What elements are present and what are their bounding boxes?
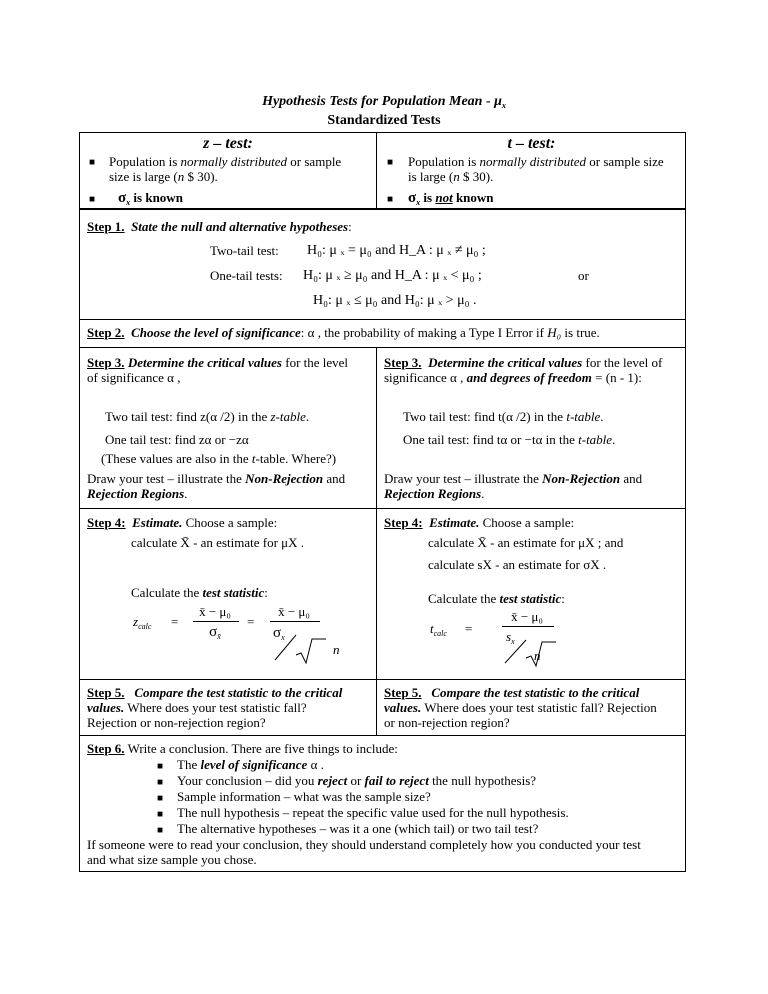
step3-z-also: (These values are also in the t-table. Where?) xyxy=(101,451,337,466)
step4-t-heading: Step 4: Estimate. Choose a sample: xyxy=(384,515,575,530)
equals-sign: = xyxy=(171,614,179,629)
t-calc-symbol: $t_{calc}$ xyxy=(430,621,447,638)
list-item: Sample information – what was the sample size? xyxy=(177,789,431,804)
fraction-bar xyxy=(193,621,239,622)
sqrt-n-icon xyxy=(500,630,556,666)
step3-z-one-tail: One tail test: find zα or −zα xyxy=(105,432,249,447)
fraction-bar xyxy=(502,626,554,627)
equals-sign: = xyxy=(247,614,255,629)
t-test-heading: t – test: xyxy=(507,135,556,152)
step5-z: Step 5. Compare the test statistic to the critical values. Where does your test statistic fall? Rejection or non-rejection region? xyxy=(87,685,343,730)
step5-t: Step 5. Compare the test statistic to the critical values. Where does your test statistic fall? Rejection or non-rejection region? xyxy=(384,685,657,730)
step3-z-draw: Draw your test – illustrate the Non-Rejection and Rejection Regions. xyxy=(87,471,346,501)
z-test-heading: z – test: xyxy=(203,135,253,152)
z-fraction-1-denominator: $\sigma_{x̄}$ xyxy=(209,624,221,641)
step3-t-heading: Step 3. Determine the critical values for the level of significance α , and degrees of freedom = (n - 1): xyxy=(384,355,663,385)
bullet-icon: ■ xyxy=(89,194,96,205)
row-divider xyxy=(79,347,686,348)
step4-z-calc: calculate X̄ - an estimate for μX . xyxy=(131,535,305,550)
row-divider xyxy=(79,508,686,509)
step2-text: Step 2. Choose the level of significance: α , the probability of making a Type I Error if H₀ is true. xyxy=(87,325,600,340)
row-divider xyxy=(79,679,686,680)
page-title: Hypothesis Tests for Population Mean - $\mu_x$ xyxy=(262,94,506,110)
equals-sign: = xyxy=(465,621,473,636)
step4-t-calc2: calculate sX - an estimate for σX . xyxy=(428,557,607,572)
row-divider xyxy=(79,735,686,736)
list-item: The alternative hypotheses – was it a one (which tail) or two tail test? xyxy=(177,821,539,836)
z-sqrt-n: n xyxy=(333,642,340,657)
z-fraction-1-numerator: x̄ − μ₀ xyxy=(199,604,231,619)
step1-two-tail-expr: H₀: μ ₓ = μ₀ and H_A : μ ₓ ≠ μ₀ ; xyxy=(307,243,486,258)
z-fraction-2-sigma: $\sigma_x$ xyxy=(273,625,285,642)
bullet-icon: ■ xyxy=(157,761,164,772)
bullet-icon: ■ xyxy=(387,157,394,168)
t-fraction-numerator: x̄ − μ₀ xyxy=(511,609,543,624)
step3-t-two-tail: Two tail test: find t(α /2) in the t-table. xyxy=(403,409,604,424)
fraction-bar xyxy=(270,621,320,622)
bullet-icon: ■ xyxy=(157,793,164,804)
step1-heading: Step 1. State the null and alternative hypotheses: xyxy=(87,219,352,234)
list-item: The level of significance α . xyxy=(177,757,324,772)
step4-t-stat-label: Calculate the test statistic: xyxy=(428,591,565,606)
bullet-icon: ■ xyxy=(89,157,96,168)
list-item: Your conclusion – did you reject or fail to reject the null hypothesis? xyxy=(177,773,537,788)
t-bullet-1: Population is normally distributed or sample size is large (n $ 30). xyxy=(408,154,664,184)
t-bullet-2: $\sigma_x$ is not known xyxy=(408,190,494,207)
bullet-icon: ■ xyxy=(157,809,164,820)
sqrt-n-icon xyxy=(270,625,326,663)
step6-heading: Step 6. Write a conclusion. There are five things to include: xyxy=(87,741,398,756)
z-bullet-2: $\sigma_x$ is known xyxy=(118,190,183,207)
column-divider-mid xyxy=(376,347,377,736)
step3-t-one-tail: One tail test: find tα or −tα in the t-table. xyxy=(403,432,616,447)
t-sqrt-n: n xyxy=(534,648,541,663)
z-fraction-2-numerator: x̄ − μ₀ xyxy=(278,604,310,619)
step4-z-stat-label: Calculate the test statistic: xyxy=(131,585,268,600)
z-bullet-1: Population is normally distributed or sample size is large (n $ 30). xyxy=(109,154,342,184)
bullet-icon: ■ xyxy=(157,777,164,788)
step1-one-tail-label: One-tail tests: xyxy=(210,268,283,283)
step3-z-heading: Step 3. Determine the critical values for the level of significance α , xyxy=(87,355,349,385)
step1-two-tail-label: Two-tail test: xyxy=(210,243,279,258)
step6-closing: If someone were to read your conclusion, they should understand completely how you conducted your test and what size sample you chose. xyxy=(87,837,641,867)
step3-z-two-tail: Two tail test: find z(α /2) in the z-table. xyxy=(105,409,310,424)
bullet-icon: ■ xyxy=(387,194,394,205)
step4-z-heading: Step 4: Estimate. Choose a sample: xyxy=(87,515,278,530)
step4-t-calc1: calculate X̄ - an estimate for μX ; and xyxy=(428,535,624,550)
list-item: The null hypothesis – repeat the specific value used for the null hypothesis. xyxy=(177,805,569,820)
z-calc-symbol: $z_{calc}$ xyxy=(133,614,152,631)
row-divider xyxy=(79,319,686,320)
page-subtitle: Standardized Tests xyxy=(327,113,441,128)
t-fraction-s: $s_x$ xyxy=(506,629,515,646)
step1-one-tail-expr2: H₀: μ ₓ ≤ μ₀ and H₀: μ ₓ > μ₀ . xyxy=(313,293,477,308)
step3-t-draw: Draw your test – illustrate the Non-Rejection and Rejection Regions. xyxy=(384,471,643,501)
bullet-icon: ■ xyxy=(157,825,164,836)
step1-or: or xyxy=(578,268,589,283)
step1-one-tail-expr1: H₀: μ ₓ ≥ μ₀ and H_A : μ ₓ < μ₀ ; xyxy=(303,268,482,283)
